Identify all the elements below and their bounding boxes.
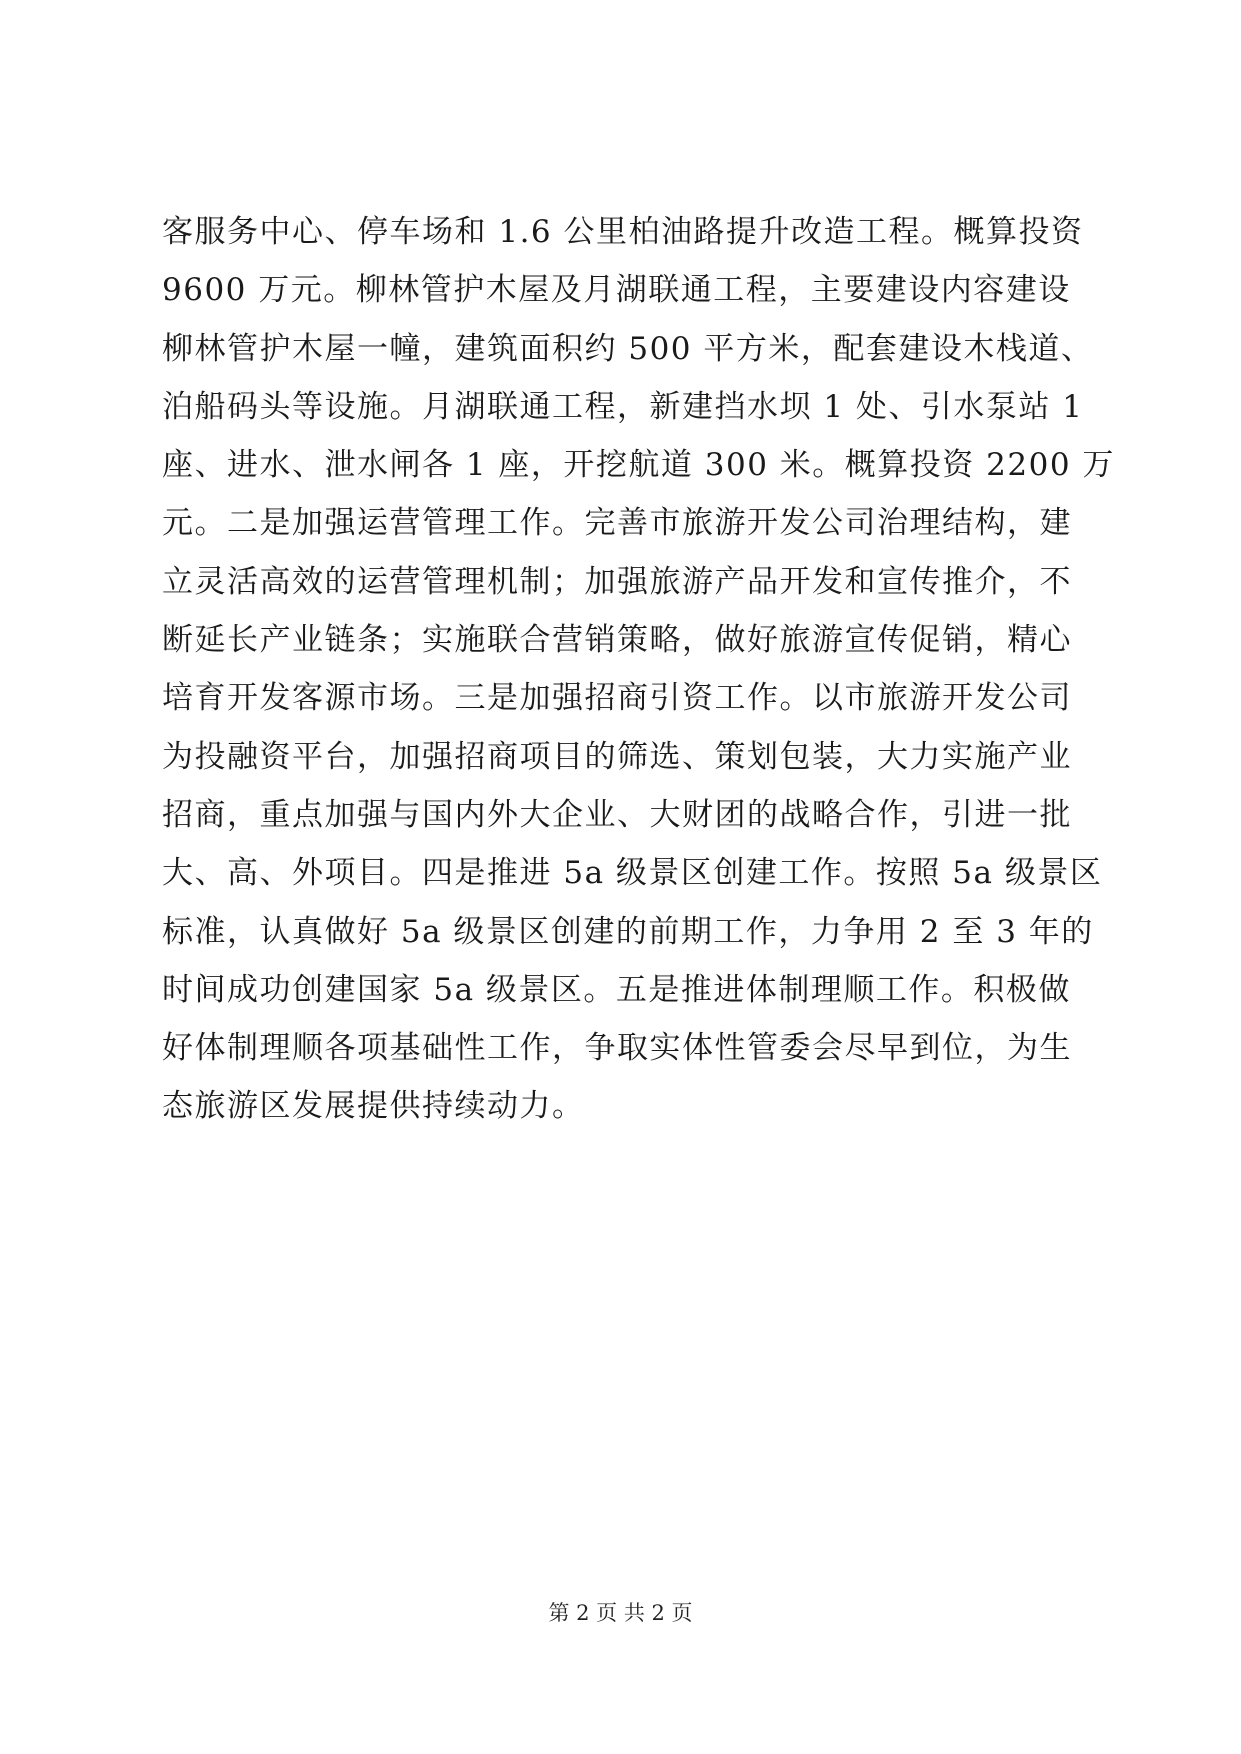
- text-line: 为投融资平台，加强招商项目的筛选、策划包装，大力实施产业: [162, 738, 1072, 775]
- body-paragraph: [162, 203, 1115, 1136]
- text-line: 标准，认真做好 5a 级景区创建的前期工作，力争用 2 至 3 年的: [162, 913, 1094, 950]
- text-line: 断延长产业链条；实施联合营销策略，做好旅游宣传促销，精心: [162, 622, 1072, 659]
- text-line: 座、进水、泄水闸各 1 座，开挖航道 300 米。概算投资 2200 万: [162, 447, 1115, 484]
- text-line: 柳林管护木屋一幢，建筑面积约 500 平方米，配套建设木栈道、: [162, 330, 1094, 367]
- text-line: 9600 万元。柳林管护木屋及月湖联通工程，主要建设内容建设: [162, 272, 1071, 309]
- text-line: 客服务中心、停车场和 1.6 公里柏油路提升改造工程。概算投资: [162, 214, 1084, 250]
- text-line: 培育开发客源市场。三是加强招商引资工作。以市旅游开发公司: [162, 680, 1072, 717]
- text-line: 招商，重点加强与国内外大企业、大财团的战略合作，引进一批: [162, 796, 1072, 833]
- text-line: 时间成功创建国家 5a 级景区。五是推进体制理顺工作。积极做: [162, 971, 1071, 1008]
- text-line: 态旅游区发展提供持续动力。: [162, 1088, 585, 1125]
- page-number-footer: 第 2 页 共 2 页: [548, 1601, 693, 1625]
- text-line: 好体制理顺各项基础性工作，争取实体性管委会尽早到位，为生: [162, 1030, 1072, 1067]
- text-line: 立灵活高效的运营管理机制；加强旅游产品开发和宣传推介，不: [162, 563, 1072, 600]
- text-line: 大、高、外项目。四是推进 5a 级景区创建工作。按照 5a 级景区: [162, 855, 1103, 892]
- text-line: 泊船码头等设施。月湖联通工程，新建挡水坝 1 处、引水泵站 1: [162, 388, 1084, 425]
- text-line: 元。二是加强运营管理工作。完善市旅游开发公司治理结构，建: [162, 505, 1072, 542]
